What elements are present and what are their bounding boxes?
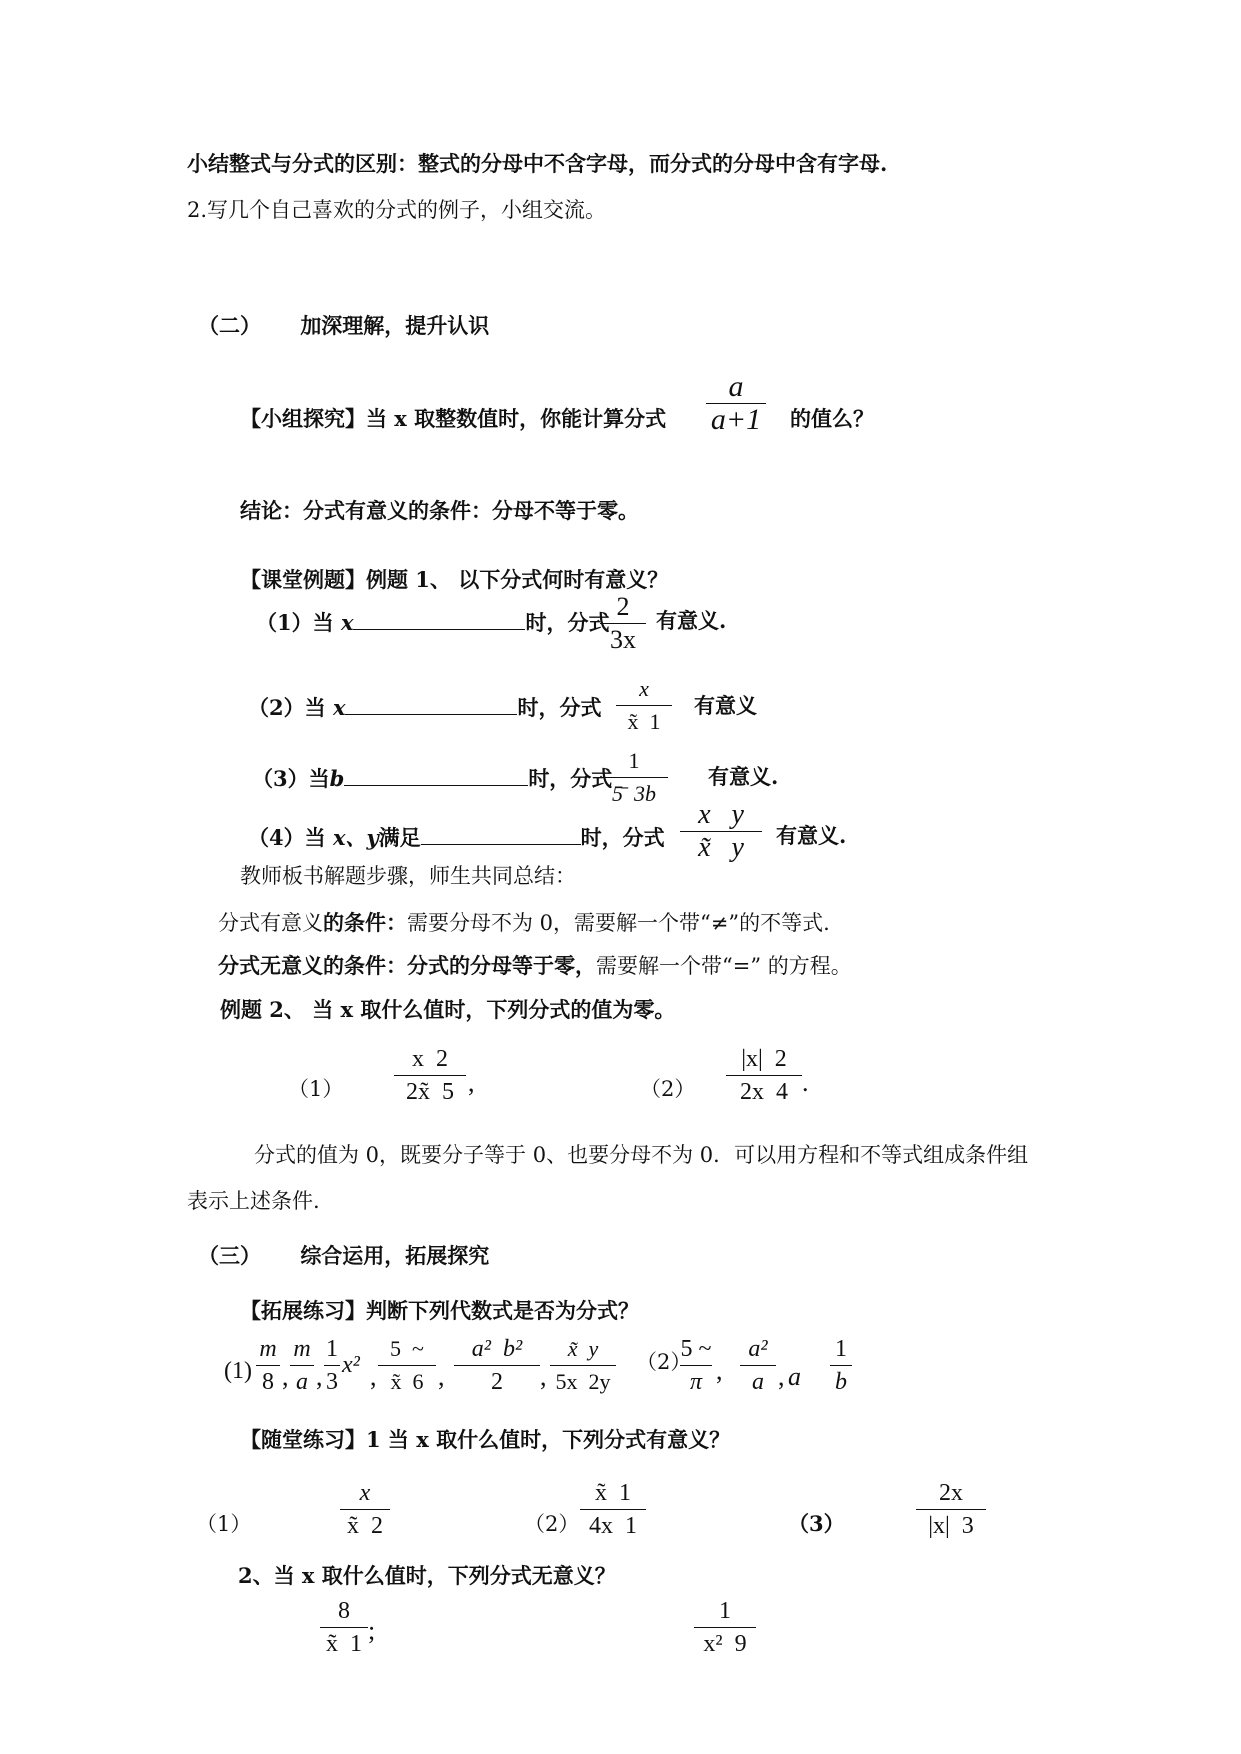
fraction-bar (600, 777, 668, 778)
a-term: a (788, 1362, 801, 1391)
fraction-bar (916, 1509, 986, 1510)
paragraph-line-2: 表示上述条件. (187, 1189, 320, 1213)
example-2-label-1: （1） (288, 1077, 344, 1101)
section-3-number: （三） (198, 1243, 261, 1268)
fraction-bar (340, 1509, 390, 1510)
fraction-bar (550, 1365, 616, 1366)
fraction-denominator: 2 (491, 1369, 503, 1395)
fraction-bar (726, 1075, 802, 1076)
example-2-header: 例题 2、 当 x 取什么值时，下列分式的值为零。 (220, 997, 676, 1022)
comma: , (540, 1362, 547, 1391)
practice-label-2: （2） (524, 1512, 580, 1536)
fraction-numerator: x 2 (412, 1046, 448, 1072)
condition-1-bold: 的条件： (323, 910, 407, 935)
fraction-denominator: b (835, 1369, 847, 1395)
section-2-title: 加深理解，提升认识 (300, 313, 490, 338)
explore-text: 【小组探究】当 x 取整数值时，你能计算分式 (240, 406, 667, 431)
fraction-bar (616, 705, 672, 706)
fraction-bar (256, 1365, 280, 1366)
practice-label-3: （3） (788, 1511, 845, 1536)
extend-header: 【拓展练习】判断下列代数式是否为分式？ (240, 1298, 639, 1323)
condition-1-pre: 分式有意义 (218, 911, 323, 935)
fraction-denominator: 4x 1 (589, 1513, 637, 1539)
fraction-numerator: x y (698, 799, 744, 830)
fraction-denominator: x̃ y (698, 832, 744, 863)
example-2-label-2: （2） (640, 1077, 696, 1101)
extend-fraction-2 (290, 1334, 314, 1397)
fraction-denominator: a (296, 1369, 308, 1395)
fraction-numerator: 5 ~ (390, 1336, 424, 1361)
fraction-bar (600, 623, 646, 624)
fraction-numerator: 8 (338, 1598, 350, 1624)
example-1-item-4 (248, 822, 665, 852)
fraction-denominator: 2x 4 (740, 1079, 788, 1105)
fraction-denominator: x̃ 1 (627, 709, 661, 734)
fraction-numerator: 2 (616, 592, 630, 621)
fraction-bar (320, 1627, 368, 1628)
fraction-denominator: 5x 2y (555, 1369, 611, 1394)
condition-2-bold: 分式无意义的条件：分式的分母等于零， (218, 953, 596, 978)
answer-blank[interactable] (345, 692, 517, 715)
comma: , (316, 1362, 323, 1391)
summary-line: 小结整式与分式的区别：整式的分母中不含字母，而分式的分母中含有字母. (187, 151, 888, 176)
task-2-line: 2.写几个自己喜欢的分式的例子，小组交流。 (187, 198, 607, 222)
example-1-item-4-fraction (680, 800, 762, 863)
fraction-bar (740, 1365, 776, 1366)
item-variable: x (332, 695, 346, 720)
item-label: （3）当 (252, 766, 330, 791)
practice-fraction-1 (340, 1478, 390, 1541)
comma: , (778, 1362, 785, 1391)
item-label: （4）当 (248, 825, 326, 850)
extend-fraction-1 (256, 1334, 280, 1397)
fraction-denominator: 8 (262, 1369, 274, 1395)
fraction-bar (324, 1365, 340, 1366)
fraction-denominator: x̃ 2 (347, 1513, 383, 1539)
explore-tail: 的值么？ (790, 406, 874, 431)
example-1-item-2-fraction (616, 674, 672, 737)
item-label: （1）当 (256, 610, 334, 635)
fraction-denominator: x̃ 1 (326, 1631, 362, 1657)
fraction-denominator: 2x̃ 5 (406, 1079, 454, 1105)
fraction-numerator: m (293, 1336, 311, 1362)
extend-part2-fraction-3 (830, 1334, 852, 1397)
extend-part-1-label: (1) (224, 1358, 252, 1384)
answer-blank[interactable] (353, 607, 525, 630)
fraction-numerator: |x| 2 (741, 1046, 787, 1072)
practice-2-header: 2、当 x 取什么值时，下列分式无意义？ (238, 1563, 616, 1588)
practice-2-fraction-1 (320, 1596, 368, 1659)
fraction-numerator: 5 ~ (680, 1336, 712, 1362)
fraction-denominator: 3x (610, 625, 636, 654)
fraction-numerator: x̃ y (567, 1336, 599, 1361)
item-variable: x、y (332, 825, 379, 850)
item-after: 时，分式 (580, 825, 665, 850)
example-2-fraction-1 (394, 1044, 466, 1107)
item-after: 时，分式 (528, 766, 613, 791)
extend-part2-fraction-2 (740, 1334, 776, 1397)
explore-fraction (706, 372, 766, 435)
item-tail: 有意义 (694, 693, 757, 718)
punctuation: , (468, 1068, 475, 1097)
condition-2 (218, 952, 852, 980)
answer-blank[interactable] (421, 822, 581, 845)
condition-1-post: 需要分母不为 0，需要解一个带“≠”的不等式. (407, 911, 830, 935)
example-1-item-3 (252, 763, 612, 793)
fraction-denominator: a+1 (710, 403, 762, 436)
fraction-denominator: |x| 3 (928, 1513, 974, 1539)
item-variable: b (329, 766, 345, 791)
section-2-heading (198, 312, 489, 340)
conclusion: 结论：分式有意义的条件：分母不等于零。 (240, 498, 639, 523)
practice-label-1: （1） (196, 1512, 252, 1536)
fraction-numerator: a² b² (471, 1336, 523, 1362)
fraction-numerator: 1 (326, 1336, 338, 1362)
comma: , (438, 1362, 445, 1391)
comma: , (716, 1356, 723, 1385)
section-3-title: 综合运用，拓展探究 (300, 1243, 490, 1268)
fraction-numerator: 1 (719, 1598, 731, 1624)
x-squared-term: x² (342, 1352, 360, 1378)
item-suffix: 满足 (378, 825, 421, 850)
paragraph-line-1: 分式的值为 0，既要分子等于 0、也要分母不为 0．可以用方程和不等式组成条件组 (254, 1143, 1029, 1167)
fraction-bar (394, 1075, 466, 1076)
fraction-numerator: m (259, 1336, 277, 1362)
extend-part2-fraction-1 (680, 1334, 712, 1397)
fraction-denominator: 3 (326, 1369, 338, 1395)
item-label: （2）当 (248, 695, 326, 720)
extend-fraction-4 (378, 1334, 436, 1397)
fraction-denominator: x̃ 6 (390, 1369, 424, 1394)
practice-header: 【随堂练习】1 当 x 取什么值时，下列分式有意义？ (240, 1427, 731, 1452)
example-2-fraction-2 (726, 1044, 802, 1107)
extend-fraction-3 (324, 1334, 340, 1397)
punctuation: . (802, 1068, 809, 1097)
extend-fraction-5 (454, 1334, 540, 1397)
fraction-denominator: x² 9 (703, 1631, 747, 1657)
practice-fraction-3 (916, 1478, 986, 1541)
fraction-bar (580, 1509, 646, 1510)
fraction-numerator: 2x (939, 1480, 963, 1506)
fraction-numerator: a (728, 370, 744, 403)
example-1-item-2 (248, 692, 601, 722)
section-2-number: （二） (198, 313, 261, 338)
fraction-bar (830, 1365, 852, 1366)
fraction-denominator: π (689, 1369, 703, 1395)
fraction-numerator: x (639, 676, 649, 701)
item-tail: 有意义. (708, 764, 779, 789)
condition-1 (218, 909, 830, 937)
fraction-denominator: 5̄ 3b (612, 781, 656, 806)
example-1-item-1 (256, 607, 609, 637)
fraction-bar (454, 1365, 540, 1366)
fraction-numerator: x (359, 1480, 371, 1506)
extend-part-2-label: （2） (636, 1350, 692, 1374)
section-3-heading (198, 1242, 489, 1270)
fraction-denominator: a (752, 1369, 764, 1395)
practice-2-fraction-2 (694, 1596, 756, 1659)
item-variable: x (340, 610, 354, 635)
fraction-bar (694, 1627, 756, 1628)
fraction-numerator: 1 (628, 748, 640, 773)
punctuation: ; (368, 1616, 376, 1645)
answer-blank[interactable] (344, 763, 528, 786)
example-1-header: 【课堂例题】例题 1、 以下分式何时有意义？ (240, 567, 669, 592)
item-tail: 有意义. (656, 608, 727, 633)
fraction-bar (680, 1365, 712, 1366)
item-after: 时，分式 (525, 610, 610, 635)
teacher-note: 教师板书解题步骤，师生共同总结： (240, 864, 576, 888)
fraction-bar (290, 1365, 314, 1366)
extend-fraction-6 (550, 1334, 616, 1397)
item-tail: 有意义. (776, 823, 847, 848)
fraction-bar (378, 1365, 436, 1366)
comma: , (370, 1362, 377, 1391)
comma: , (282, 1362, 289, 1391)
condition-2-post: 需要解一个带“=” 的方程。 (596, 954, 852, 978)
example-1-item-3-fraction (600, 746, 668, 809)
fraction-numerator: a² (748, 1336, 768, 1362)
practice-fraction-2 (580, 1478, 646, 1541)
item-after: 时，分式 (517, 695, 602, 720)
fraction-numerator: x̃ 1 (595, 1480, 631, 1506)
example-1-item-1-fraction (600, 592, 646, 655)
fraction-numerator: 1 (835, 1336, 847, 1362)
